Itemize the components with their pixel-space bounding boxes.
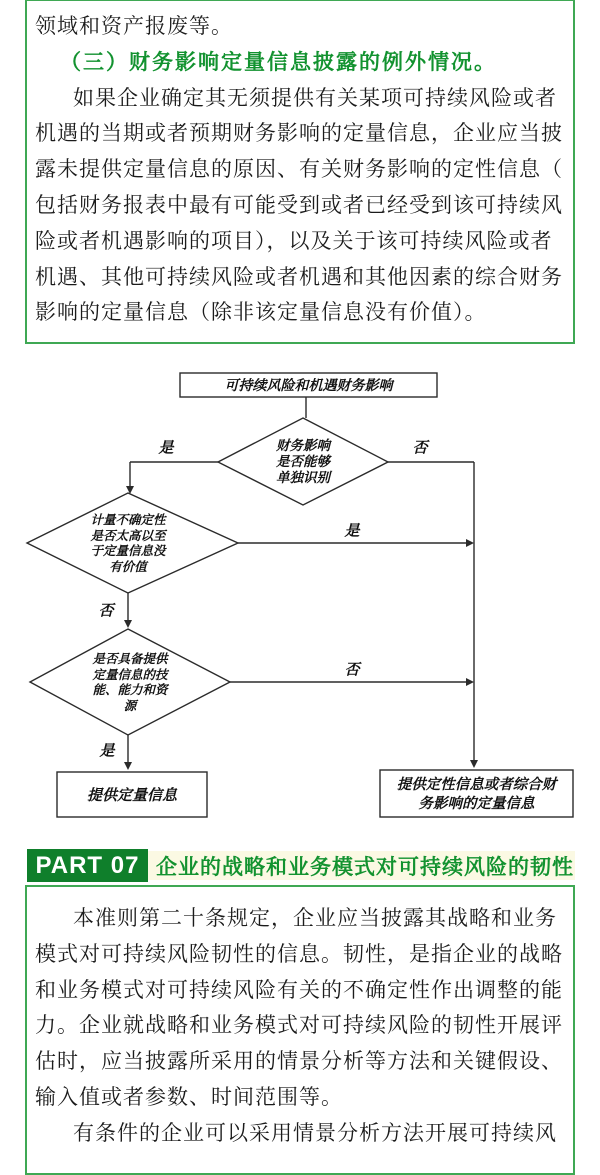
flow-decision-capability bbox=[50, 651, 210, 713]
flow-decision-line: 有价值 bbox=[109, 558, 147, 574]
intro-line: 机遇、其他可持续风险或者机遇和其他因素的综合财务 bbox=[35, 265, 563, 289]
part-07-header bbox=[27, 849, 575, 882]
resilience-section bbox=[25, 885, 575, 1175]
intro-subheading: （三）财务影响定量信息披露的例外情况。 bbox=[60, 50, 497, 74]
part-07-title-band bbox=[148, 851, 575, 880]
intro-line: 露未提供定量信息的原因、有关财务影响的定性信息（ bbox=[35, 158, 563, 182]
intro-line: 包括财务报表中最有可能受到或者已经受到该可持续风 bbox=[35, 193, 563, 217]
flow-decision-uncertainty bbox=[48, 512, 208, 574]
flow-label-yes-1: 是 bbox=[158, 438, 174, 457]
flow-decision-line: 是否太高以至 bbox=[90, 527, 166, 543]
resilience-line: 本准则第二十条规定，企业应当披露其战略和业务 bbox=[73, 907, 557, 930]
intro-section bbox=[25, 0, 575, 344]
resilience-line: 输入值或者参数、时间范围等。 bbox=[35, 1085, 343, 1109]
flow-result-qualitative bbox=[380, 770, 573, 817]
flow-decision-line: 能、能力和资 bbox=[92, 682, 168, 697]
flow-decision-identifiable bbox=[223, 437, 383, 487]
flow-label-no-1: 否 bbox=[412, 438, 428, 457]
flow-decision-line: 财务影响 bbox=[276, 438, 330, 454]
resilience-line: 有条件的企业可以采用情景分析方法开展可持续风 bbox=[73, 1121, 557, 1145]
flowchart-graphic bbox=[0, 358, 600, 828]
flow-label-yes-3: 是 bbox=[99, 741, 115, 760]
resilience-line: 模式对可持续风险韧性的信息。韧性，是指企业的战略 bbox=[35, 942, 563, 966]
flow-decision-line: 于定量信息没 bbox=[90, 543, 166, 558]
resilience-line: 力。企业就战略和业务模式对可持续风险的韧性开展评 bbox=[35, 1014, 563, 1038]
flow-label-yes-2: 是 bbox=[344, 521, 360, 540]
flow-result-line: 务影响的定量信息 bbox=[418, 794, 535, 812]
flow-decision-line: 是否能够 bbox=[276, 454, 330, 470]
flowchart bbox=[0, 358, 600, 828]
flow-decision-line: 源 bbox=[123, 697, 137, 713]
part-07-title: 企业的战略和业务模式对可持续风险的韧性 bbox=[156, 855, 574, 879]
flow-result-line: 提供定性信息或者综合财 bbox=[396, 775, 557, 793]
intro-line: 险或者机遇影响的项目），以及关于该可持续风险或者 bbox=[35, 229, 553, 253]
part-07-badge: PART 07 bbox=[27, 849, 148, 882]
intro-line: 影响的定量信息（除非该定量信息没有价值）。 bbox=[35, 301, 487, 325]
flow-start-box: 可持续风险和机遇财务影响 bbox=[224, 378, 393, 394]
flow-decision-line: 单独识别 bbox=[276, 470, 330, 486]
intro-line: 如果企业确定其无须提供有关某项可持续风险或者 bbox=[73, 86, 557, 110]
flow-decision-line: 定量信息的技 bbox=[92, 666, 168, 682]
flow-result-quantitative: 提供定量信息 bbox=[86, 786, 177, 804]
intro-line: 机遇的当期或者预期财务影响的定量信息，企业应当披 bbox=[35, 122, 563, 146]
resilience-line: 和业务模式对可持续风险有关的不确定性作出调整的能 bbox=[35, 978, 563, 1002]
flow-decision-line: 计量不确定性 bbox=[90, 512, 166, 527]
flow-decision-line: 是否具备提供 bbox=[92, 651, 168, 666]
flow-label-no-3: 否 bbox=[344, 660, 360, 679]
resilience-line: 估时，应当披露所采用的情景分析等方法和关键假设、 bbox=[35, 1050, 563, 1074]
intro-line: 领域和资产报废等。 bbox=[35, 15, 233, 38]
flow-label-no-2: 否 bbox=[98, 601, 114, 620]
